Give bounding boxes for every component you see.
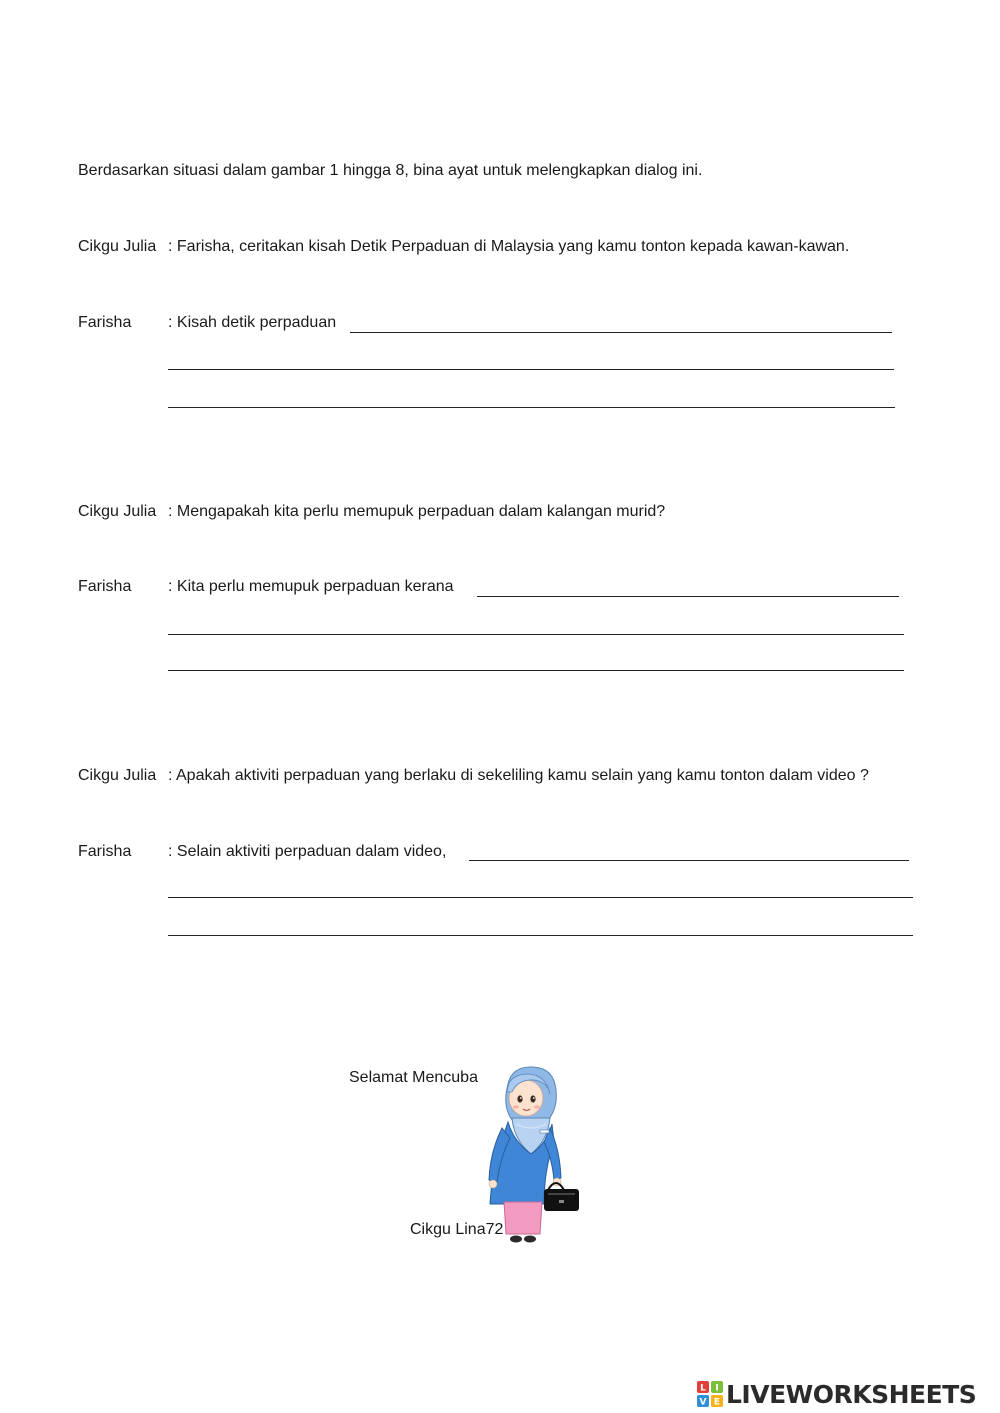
answer-blank-line[interactable] bbox=[168, 634, 904, 635]
closing-greeting: Selamat Mencuba bbox=[349, 1069, 478, 1086]
answer-blank-line[interactable] bbox=[477, 596, 899, 597]
teacher-question: : Apakah aktiviti perpaduan yang berlaku di sekeliling kamu selain yang kamu tonton dalam video ? bbox=[168, 767, 869, 784]
answer-blank-line[interactable] bbox=[168, 897, 913, 898]
answer-prompt: : Kisah detik perpaduan bbox=[168, 314, 337, 331]
logo-letter-e: E bbox=[713, 1397, 721, 1407]
student-name: Farisha bbox=[78, 843, 132, 860]
logo-letter-i: I bbox=[715, 1383, 719, 1394]
answer-blank-line[interactable] bbox=[168, 670, 904, 671]
liveworksheets-logo-text: LIVEWORKSHEETS bbox=[726, 1379, 977, 1409]
answer-blank-line[interactable] bbox=[168, 407, 895, 408]
logo-letter-v: V bbox=[699, 1397, 707, 1407]
teacher-question: : Farisha, ceritakan kisah Detik Perpaduan di Malaysia yang kamu tonton kepada kawan-kawan. bbox=[168, 238, 850, 255]
teacher-question: : Mengapakah kita perlu memupuk perpaduan dalam kalangan murid? bbox=[168, 503, 666, 520]
answer-blank-line[interactable] bbox=[168, 369, 894, 370]
answer-blank-line[interactable] bbox=[350, 332, 892, 333]
teacher-name: Cikgu Julia bbox=[78, 503, 157, 520]
answer-prompt: : Selain aktiviti perpaduan dalam video, bbox=[168, 843, 447, 860]
teacher-name: Cikgu Julia bbox=[78, 767, 157, 784]
instruction-text: Berdasarkan situasi dalam gambar 1 hingga 8, bina ayat untuk melengkapkan dialog ini. bbox=[78, 162, 703, 179]
student-name: Farisha bbox=[78, 314, 132, 331]
teacher-name: Cikgu Julia bbox=[78, 238, 157, 255]
answer-blank-line[interactable] bbox=[168, 935, 913, 936]
answer-prompt: : Kita perlu memupuk perpaduan kerana bbox=[168, 578, 454, 595]
liveworksheets-logo-icon bbox=[697, 1381, 723, 1407]
student-name: Farisha bbox=[78, 578, 132, 595]
closing-signature: Cikgu Lina72 bbox=[410, 1221, 504, 1238]
answer-blank-line[interactable] bbox=[469, 860, 909, 861]
liveworksheets-logo bbox=[697, 1378, 976, 1410]
teacher-illustration bbox=[478, 1062, 588, 1247]
logo-letter-l: L bbox=[700, 1383, 706, 1394]
